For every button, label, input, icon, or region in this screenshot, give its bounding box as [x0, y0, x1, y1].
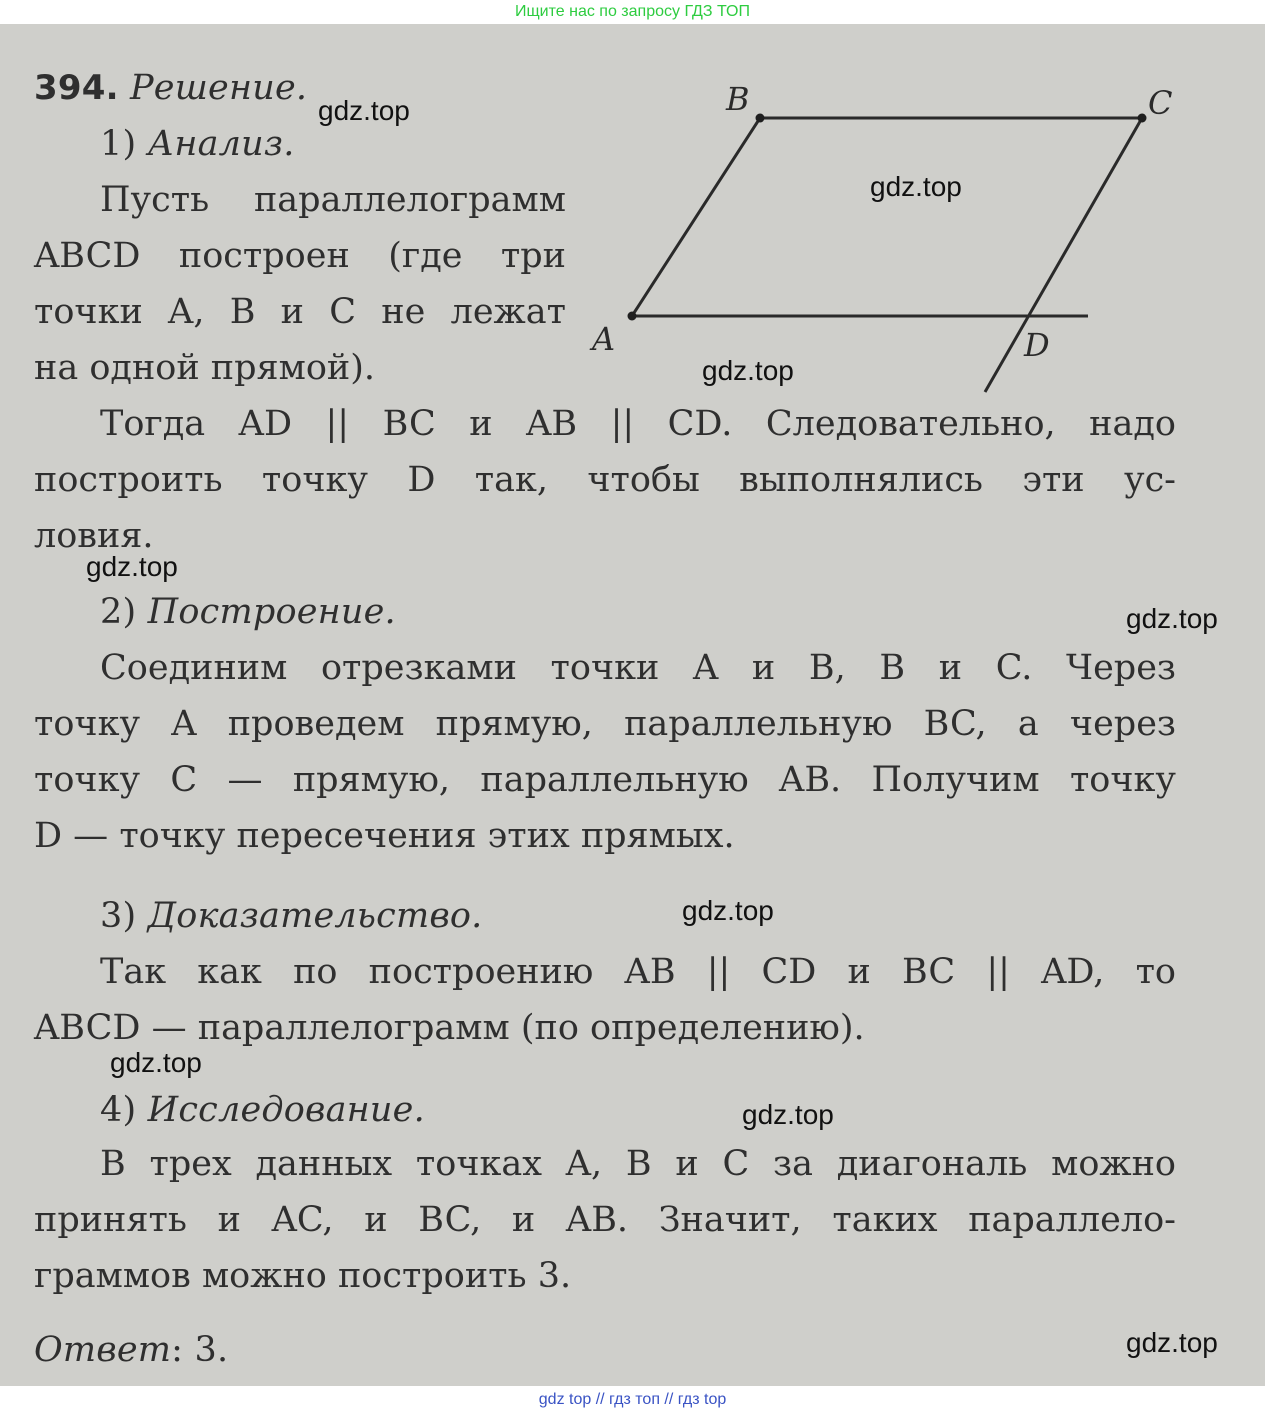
point-c: [1138, 114, 1147, 123]
watermark: gdz.top: [1126, 1327, 1218, 1358]
solution-heading: [34, 60, 307, 116]
proof-line: Так как по построению AB || CD и BC || AD, то: [100, 952, 1176, 992]
watermark: gdz.top: [86, 551, 178, 582]
answer-label: Ответ: [34, 1330, 172, 1370]
analysis-line: ABCD построен (где три: [34, 236, 566, 276]
watermark: gdz.top: [742, 1099, 834, 1130]
solution-title: Решение.: [130, 68, 308, 108]
research-heading: 4) Исследование.: [100, 1090, 425, 1130]
proof-line: ABCD — параллелограмм (по определению).: [34, 1008, 865, 1048]
watermark: gdz.top: [110, 1047, 202, 1078]
construction-line: Соединим отрезками точки A и B, B и C. Через: [100, 648, 1176, 688]
point-b: [756, 114, 765, 123]
analysis-line: точки A, B и C не лежат: [34, 292, 566, 332]
analysis-heading: 1) Анализ.: [100, 124, 295, 164]
research-line: принять и AC, и BC, и AB. Значит, таких параллело-: [34, 1200, 1176, 1240]
construction-line: D — точку пересечения этих прямых.: [34, 816, 735, 856]
analysis-block: [34, 172, 566, 396]
watermark: gdz.top: [870, 171, 962, 202]
analysis-cont-line: построить точку D так, чтобы выполнялись эти ус-: [34, 460, 1176, 500]
analysis-continuation: [34, 396, 1176, 564]
construction-block: [34, 640, 1176, 864]
analysis-line: на одной прямой).: [34, 348, 376, 388]
construction-line: точку C — прямую, параллельную AB. Получим точку: [34, 760, 1176, 800]
watermark: gdz.top: [318, 95, 410, 126]
point-a: [628, 312, 637, 321]
footer-links: gdz top // гдз топ // гдз top: [0, 1386, 1265, 1414]
research-block: [34, 1136, 1176, 1304]
construction-line: точку A проведем прямую, параллельную BC, а через: [34, 704, 1176, 744]
research-line: В трех данных точках A, B и C за диагональ можно: [100, 1144, 1176, 1184]
answer: [34, 1322, 228, 1378]
label-a: A: [592, 320, 616, 358]
analysis-cont-line: ловия.: [34, 516, 154, 556]
proof-block: [34, 944, 1176, 1056]
line-through-c: [985, 118, 1142, 392]
top-banner: Ищите нас по запросу ГДЗ ТОП: [0, 0, 1265, 24]
construction-heading: 2) Построение.: [100, 592, 396, 632]
watermark: gdz.top: [702, 355, 794, 386]
watermark: gdz.top: [1126, 603, 1218, 634]
segment-ab: [632, 118, 760, 316]
research-line: граммов можно построить 3.: [34, 1256, 572, 1296]
label-d: D: [1024, 326, 1050, 364]
parallelogram-figure: [580, 80, 1173, 404]
textbook-page: [0, 24, 1265, 1386]
watermark: gdz.top: [682, 895, 774, 926]
answer-value: : 3.: [171, 1330, 229, 1370]
label-b: B: [726, 80, 750, 118]
label-c: C: [1148, 84, 1173, 122]
analysis-line: Пусть параллелограмм: [100, 180, 566, 220]
problem-number: 394.: [34, 68, 119, 108]
analysis-cont-line: Тогда AD || BC и AB || CD. Следовательно, надо: [100, 404, 1176, 444]
proof-heading: 3) Доказательство.: [100, 896, 483, 936]
